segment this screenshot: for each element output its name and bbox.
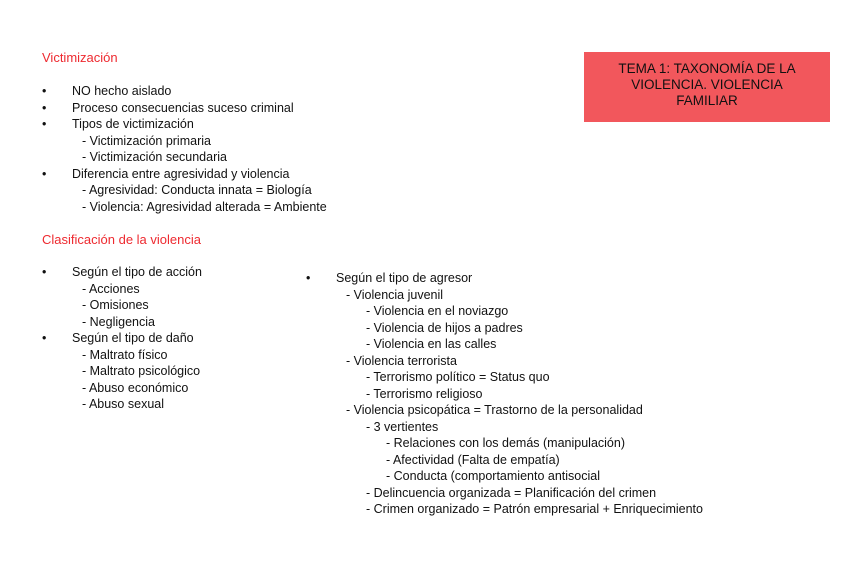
outline-item — [42, 314, 302, 331]
outline-item-text: - Terrorismo religioso — [366, 386, 483, 401]
outline-item-text: - Conducta (comportamiento antisocial — [386, 469, 600, 483]
outline-item — [42, 100, 462, 117]
bullet-icon: • — [42, 100, 47, 115]
outline-item — [306, 369, 826, 386]
topic-title-line-3: FAMILIAR — [676, 93, 738, 108]
outline-item-text: - Violencia de hijos a padres — [366, 320, 523, 335]
outline-item-text: - Terrorismo político = Status quo — [366, 370, 550, 384]
outline-item — [42, 347, 302, 364]
bullet-icon: • — [42, 265, 47, 279]
outline-item-text: - Violencia en el noviazgo — [366, 304, 509, 318]
outline-item — [306, 303, 826, 320]
outline-item-text: - Relaciones con los demás (manipulación) — [386, 436, 626, 450]
outline-item-text: Según el tipo de acción — [72, 265, 202, 279]
outline-item-text: - Omisiones — [82, 298, 149, 312]
outline-item-text: - Delincuencia organizada = Planificación del crimen — [366, 485, 657, 500]
outline-item — [42, 363, 302, 380]
outline-item — [306, 402, 826, 419]
bullet-icon: • — [42, 84, 47, 98]
clasificacion-heading: Clasificación de la violencia — [42, 232, 201, 247]
outline-item-text: Tipos de victimización — [72, 117, 194, 131]
outline-item — [306, 501, 826, 518]
outline-item — [42, 182, 462, 199]
outline-item — [42, 396, 302, 413]
outline-item-text: - Crimen organizado = Patrón empresarial + Enriquecimiento — [366, 502, 703, 516]
topic-title-box — [584, 52, 830, 122]
topic-title-line-2: VIOLENCIA. VIOLENCIA — [631, 77, 783, 92]
outline-item — [306, 386, 826, 403]
outline-item-text: Proceso consecuencias suceso criminal — [72, 100, 294, 115]
victimizacion-heading: Victimización — [42, 50, 118, 65]
outline-item-text: - Violencia psicopática = Trastorno de la personalidad — [346, 403, 643, 417]
outline-item — [42, 133, 462, 150]
outline-item — [42, 199, 462, 216]
outline-item — [306, 353, 826, 370]
outline-item — [42, 83, 462, 100]
victimizacion-list — [42, 83, 462, 215]
outline-item — [42, 380, 302, 397]
outline-item — [42, 330, 302, 347]
outline-item — [306, 468, 826, 485]
bullet-icon: • — [42, 331, 47, 345]
outline-item — [42, 166, 462, 183]
clasificacion-right-list — [306, 270, 826, 518]
outline-item-text: - Violencia en las calles — [366, 337, 497, 351]
outline-item-text: Diferencia entre agresividad y violencia — [72, 166, 290, 181]
topic-title-line-1: TEMA 1: TAXONOMÍA DE LA — [618, 61, 796, 76]
outline-item-text: Según el tipo de agresor — [336, 271, 473, 285]
outline-item — [42, 116, 462, 133]
outline-item-text: - Violencia terrorista — [346, 353, 457, 368]
outline-item-text: - Acciones — [82, 281, 140, 296]
outline-item — [306, 419, 826, 436]
bullet-icon: • — [42, 166, 47, 181]
clasificacion-left-list — [42, 264, 302, 413]
outline-item — [42, 281, 302, 298]
outline-item-text: - Agresividad: Conducta innata = Biología — [82, 183, 312, 197]
outline-item — [42, 149, 462, 166]
outline-item-text: - Negligencia — [82, 314, 155, 329]
outline-item — [42, 297, 302, 314]
outline-item-text: - Violencia: Agresividad alterada = Ambiente — [82, 199, 327, 214]
outline-item — [42, 264, 302, 281]
outline-item-text: - 3 vertientes — [366, 419, 439, 434]
outline-item-text: - Maltrato psicológico — [82, 364, 201, 378]
outline-item-text: - Afectividad (Falta de empatía) — [386, 452, 560, 467]
outline-item-text: - Abuso sexual — [82, 397, 164, 411]
outline-item — [306, 485, 826, 502]
outline-item-text: - Victimización primaria — [82, 133, 211, 148]
outline-item — [306, 287, 826, 304]
outline-item-text: NO hecho aislado — [72, 84, 172, 98]
bullet-icon: • — [42, 117, 47, 131]
outline-item-text: - Abuso económico — [82, 380, 189, 395]
outline-item — [306, 336, 826, 353]
outline-item — [306, 452, 826, 469]
outline-item — [306, 435, 826, 452]
outline-item — [306, 320, 826, 337]
outline-item-text: - Maltrato físico — [82, 347, 168, 362]
outline-item — [306, 270, 826, 287]
outline-item-text: Según el tipo de daño — [72, 331, 194, 345]
outline-item-text: - Victimización secundaria — [82, 150, 227, 164]
bullet-icon: • — [306, 271, 311, 285]
outline-item-text: - Violencia juvenil — [346, 287, 444, 302]
